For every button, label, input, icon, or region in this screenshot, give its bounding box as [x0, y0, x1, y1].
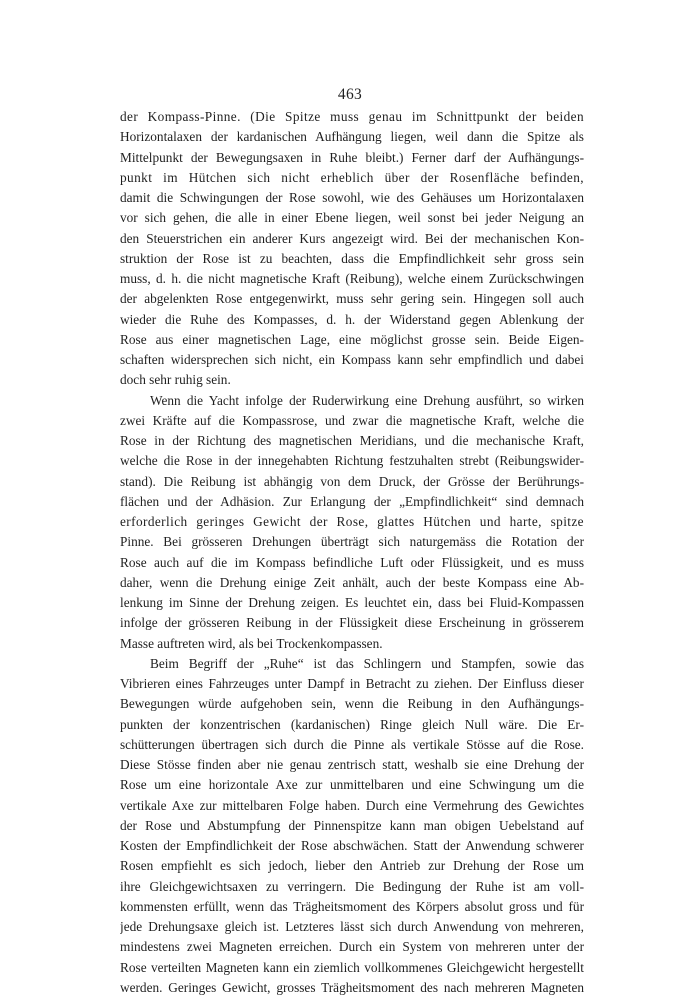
text-line: welche die Rose in der innegehabten Richtung festzuhalten strebt (Reibungswider-: [120, 453, 584, 469]
text-line: Diese Stösse finden aber nie genau zentrisch statt, weshalb sie eine Drehung der: [120, 757, 584, 772]
page-number: 463: [337, 86, 363, 103]
text-line: infolge der grösseren Reibung in der Flüssigkeit diese Erscheinung in grösserem: [120, 615, 584, 631]
text-line: der Kompass-Pinne. (Die Spitze muss genau im Schnittpunkt der beiden: [120, 109, 584, 124]
paragraph-2: [120, 391, 584, 654]
text-line: muss, d. h. die nicht magnetische Kraft (Reibung), welche einem Zurückschwingen: [120, 271, 584, 286]
text-line: Bewegungen würde aufgehoben sein, wenn die Reibung in den Aufhängungs-: [120, 696, 584, 712]
text-line: Pinne. Bei grösseren Drehungen überträgt sich naturgemäss die Rotation der: [120, 534, 584, 550]
text-line: der Rose und Abstumpfung der Pinnenspitze kann man obigen Uebelstand auf: [120, 817, 584, 833]
text-line: Rose verteilten Magneten kann ein ziemlich vollkommenes Gleichgewicht hergestellt: [120, 959, 584, 975]
text-line: der abgelenkten Rose entgegenwirkt, muss sehr gering sein. Hingegen soll auch: [120, 291, 584, 307]
text-line: punkten der konzentrischen (kardanischen) Ringe gleich Null wäre. Die Er-: [120, 716, 584, 732]
text-line: werden. Geringes Gewicht, grosses Trägheitsmoment des nach mehreren Magneten: [120, 979, 584, 995]
text-line: ihre Gleichgewichtsaxen zu verringern. Die Bedingung der Ruhe ist am voll-: [120, 878, 584, 894]
text-line: Wenn die Yacht infolge der Ruderwirkung eine Drehung ausführt, so wirken: [150, 392, 584, 408]
text-line: Rose auch auf die im Kompass befindliche Luft oder Flüssigkeit, und es muss: [120, 554, 584, 570]
text-line: zwei Kräfte auf die Kompassrose, und zwar die magnetische Kraft, welche die: [120, 412, 584, 428]
text-line: Rosen empfiehlt es sich jedoch, lieber den Antrieb zur Drehung der Rose um: [120, 858, 584, 874]
text-line: mindestens zwei Magneten erreichen. Durch ein System von mehreren unter der: [120, 939, 584, 955]
text-line: schaften widersprechen sich nicht, ein Kompass kann sehr empfindlich und dabei: [120, 352, 584, 367]
text-line: erforderlich geringes Gewicht der Rose, glattes Hütchen und harte, spitze: [120, 514, 584, 529]
text-line: doch sehr ruhig sein.: [120, 372, 231, 388]
text-line: vor sich gehen, die alle in einer Ebene liegen, weil sonst bei jeder Neigung an: [120, 210, 584, 226]
paragraph-3: [120, 654, 584, 998]
text-line: Kosten der Empfindlichkeit der Rose abschwächen. Statt der Anwendung schwerer: [120, 838, 584, 853]
text-line: struktion der Rose ist zu beachten, dass die Empfindlichkeit sehr gross sein: [120, 250, 584, 266]
text-line: stand). Die Reibung ist abhängig von dem Druck, der Grösse der Berührungs-: [120, 473, 584, 489]
text-line: wieder die Ruhe des Kompasses, d. h. der Widerstand gegen Ablenkung der: [120, 311, 584, 327]
text-line: kommensten erfüllt, wenn das Trägheitsmoment des Körpers absolut gross und für: [120, 898, 584, 914]
text-line: Rose aus einer magnetischen Lage, eine möglichst grosse sein. Beide Eigen-: [120, 331, 584, 347]
text-line: Masse auftreten wird, als bei Trockenkompassen.: [120, 635, 383, 651]
text-line: Rose um eine horizontale Axe zur unmittelbaren und eine Schwingung um die: [120, 777, 584, 793]
text-line: vertikale Axe zur mittelbaren Folge haben. Durch eine Vermehrung des Gewichtes: [120, 797, 584, 813]
text-line: flächen und der Adhäsion. Zur Erlangung der „Empfindlichkeit“ sind demnach: [120, 493, 584, 509]
text-line: Horizontalaxen der kardanischen Aufhängung liegen, weil dann die Spitze als: [120, 129, 584, 145]
text-line: Vibrieren eines Fahrzeuges unter Dampf in Betracht zu ziehen. Der Einfluss dieser: [120, 676, 584, 691]
text-line: lenkung im Sinne der Drehung zeigen. Es leuchtet ein, dass bei Fluid-Kompassen: [120, 595, 584, 610]
text-line: Rose in der Richtung des magnetischen Meridians, und die mechanische Kraft,: [120, 433, 584, 448]
text-line: Beim Begriff der „Ruhe“ ist das Schlingern und Stampfen, sowie das: [150, 655, 584, 671]
text-line: schütterungen übertragen sich durch die Pinne als vertikale Stösse auf die Rose.: [120, 736, 584, 752]
text-line: punkt im Hütchen sich nicht erheblich über der Rosenfläche befinden,: [120, 169, 584, 185]
body-text: [120, 107, 584, 998]
paragraph-1: [120, 107, 584, 391]
text-line: jede Drehungsaxe gleich ist. Letzteres lässt sich durch Anwendung von mehreren,: [120, 919, 584, 934]
text-line: Mittelpunkt der Bewegungsaxen in Ruhe bleibt.) Ferner darf der Aufhängungs-: [120, 149, 584, 165]
text-line: daher, wenn die Drehung einige Zeit anhält, auch der beste Kompass eine Ab-: [120, 574, 584, 590]
text-line: damit die Schwingungen der Rose sowohl, wie des Gehäuses um Horizontalaxen: [120, 190, 584, 205]
text-line: den Steuerstrichen ein anderer Kurs angezeigt wird. Bei der mechanischen Kon-: [120, 230, 584, 246]
